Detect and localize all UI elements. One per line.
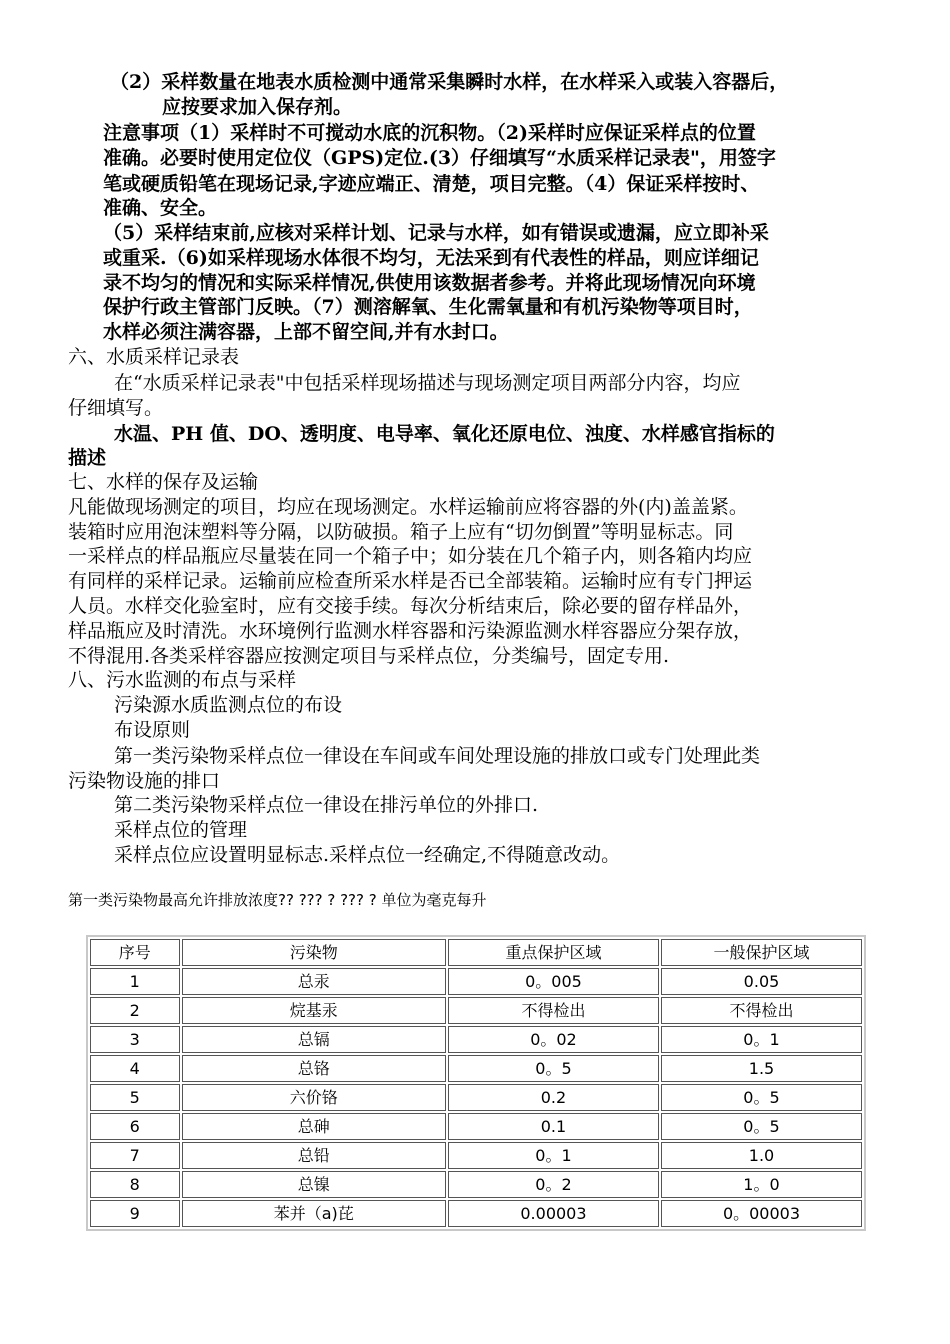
- text-line: 水温、PH 值、DO、透明度、电导率、氧化还原电位、浊度、水样感官指标的: [114, 423, 775, 445]
- header-cell: 污染物: [182, 939, 446, 966]
- table-cell: 0。5: [661, 1113, 862, 1140]
- text-line: 第二类污染物采样点位一律设在排污单位的外排口.: [114, 794, 539, 816]
- text-line: 录不均匀的情况和实际采样情况,供使用该数据者参考。并将此现场情况向环境: [103, 272, 756, 294]
- table-row: [90, 1200, 862, 1227]
- table-cell: 总铅: [182, 1142, 446, 1169]
- table-cell: 不得检出: [661, 997, 862, 1024]
- text-line: 仔细填写。: [68, 397, 164, 419]
- text-line: 凡能做现场测定的项目，均应在现场测定。水样运输前应将容器的外(内)盖盖紧。: [68, 496, 748, 518]
- table-cell: 0。005: [448, 968, 659, 995]
- table-cell: 1.0: [661, 1142, 862, 1169]
- table-cell: 0。5: [661, 1084, 862, 1111]
- text-line: 应按要求加入保存剂。: [162, 96, 353, 118]
- text-line: 保护行政主管部门反映。（7）测溶解氧、生化需氧量和有机污染物等项目时，: [103, 296, 753, 318]
- table-cell: 六价铬: [182, 1084, 446, 1111]
- header-cell: 重点保护区域: [448, 939, 659, 966]
- table-row: [90, 1142, 862, 1169]
- text-line: 样品瓶应及时清洗。水环境例行监测水样容器和污染源监测水样容器应分架存放，: [68, 620, 753, 642]
- table-cell: 4: [90, 1055, 180, 1082]
- table-cell: 6: [90, 1113, 180, 1140]
- table-cell: 0。1: [448, 1142, 659, 1169]
- table-row: [90, 997, 862, 1024]
- table-cell: 1.5: [661, 1055, 862, 1082]
- text-line: 污染物设施的排口: [68, 770, 221, 792]
- table-cell: 1。0: [661, 1171, 862, 1198]
- table-row: [90, 1113, 862, 1140]
- table-cell: 总镍: [182, 1171, 446, 1198]
- text-line: （5）采样结束前,应核对采样计划、记录与水样，如有错误或遗漏，应立即补采: [103, 222, 769, 244]
- subheading: 采样点位的管理: [114, 819, 248, 841]
- table-cell: 总砷: [182, 1113, 446, 1140]
- table-cell: 8: [90, 1171, 180, 1198]
- text-line: 装箱时应用泡沫塑料等分隔，以防破损。箱子上应有“切勿倒置”等明显标志。同: [68, 521, 734, 543]
- table-cell: 总铬: [182, 1055, 446, 1082]
- section-heading: 七、水样的保存及运输: [68, 471, 259, 493]
- text-line: 笔或硬质铅笔在现场记录,字迹应端正、清楚，项目完整。（4）保证采样按时、: [103, 173, 760, 195]
- subheading: 污染源水质监测点位的布设: [114, 694, 343, 716]
- table-cell: 0。00003: [661, 1200, 862, 1227]
- text-line: 第一类污染物采样点位一律设在车间或车间处理设施的排放口或专门处理此类: [114, 745, 761, 767]
- subheading: 布设原则: [114, 719, 191, 741]
- text-line: 准确。必要时使用定位仪（GPS)定位.(3）仔细填写“水质采样记录表"，用签字: [103, 147, 776, 169]
- table-cell: 3: [90, 1026, 180, 1053]
- table-cell: 0.1: [448, 1113, 659, 1140]
- table-cell: 2: [90, 997, 180, 1024]
- table-cell: 总镉: [182, 1026, 446, 1053]
- table-cell: 1: [90, 968, 180, 995]
- table-cell: 0。1: [661, 1026, 862, 1053]
- section-heading: 六、水质采样记录表: [68, 346, 240, 368]
- table-cell: 总汞: [182, 968, 446, 995]
- text-line: 在“水质采样记录表"中包括采样现场描述与现场测定项目两部分内容，均应: [114, 372, 741, 394]
- text-line: 准确、安全。: [103, 197, 218, 219]
- text-line: 不得混用.各类采样容器应按测定项目与采样点位，分类编号，固定专用.: [68, 645, 670, 667]
- table-row: [90, 968, 862, 995]
- text-line: 采样点位应设置明显标志.采样点位一经确定,不得随意改动。: [114, 844, 621, 866]
- table-cell: 0.05: [661, 968, 862, 995]
- table-row: [90, 1055, 862, 1082]
- pollutant-table: [86, 935, 866, 1231]
- text-line: 描述: [68, 447, 107, 469]
- table-row: [90, 1084, 862, 1111]
- header-cell: 一般保护区域: [661, 939, 862, 966]
- table-cell: 0.00003: [448, 1200, 659, 1227]
- header-cell: 序号: [90, 939, 180, 966]
- table-header-row: [90, 939, 862, 966]
- table-cell: 不得检出: [448, 997, 659, 1024]
- text-line: 水样必须注满容器，上部不留空间,并有水封口。: [103, 321, 509, 343]
- text-line: 有同样的采样记录。运输前应检查所采水样是否已全部装箱。运输时应有专门押运: [68, 570, 753, 592]
- text-line: 注意事项（1）采样时不可搅动水底的沉积物。（2)采样时应保证采样点的位置: [103, 122, 756, 144]
- text-line: 人员。水样交化验室时，应有交接手续。每次分析结束后，除必要的留存样品外，: [68, 595, 753, 617]
- table-cell: 苯并（a)芘: [182, 1200, 446, 1227]
- table-cell: 0.2: [448, 1084, 659, 1111]
- section-heading: 八、污水监测的布点与采样: [68, 669, 297, 691]
- table-cell: 9: [90, 1200, 180, 1227]
- text-line: （2）采样数量在地表水质检测中通常采集瞬时水样，在水样采入或装入容器后，: [110, 71, 789, 93]
- table-cell: 0。02: [448, 1026, 659, 1053]
- table-cell: 7: [90, 1142, 180, 1169]
- table-cell: 0。2: [448, 1171, 659, 1198]
- table-cell: 烷基汞: [182, 997, 446, 1024]
- table-cell: 5: [90, 1084, 180, 1111]
- text-line: 一采样点的样品瓶应尽量装在同一个箱子中；如分装在几个箱子内，则各箱内均应: [68, 545, 753, 567]
- table-row: [90, 1026, 862, 1053]
- table-cell: 0。5: [448, 1055, 659, 1082]
- text-line: 或重采.（6)如采样现场水体很不均匀，无法采到有代表性的样品，则应详细记: [103, 247, 759, 269]
- table-caption: 第一类污染物最高允许排放浓度?? ??? ? ??? ? 单位为毫克每升: [68, 891, 487, 909]
- table-row: [90, 1171, 862, 1198]
